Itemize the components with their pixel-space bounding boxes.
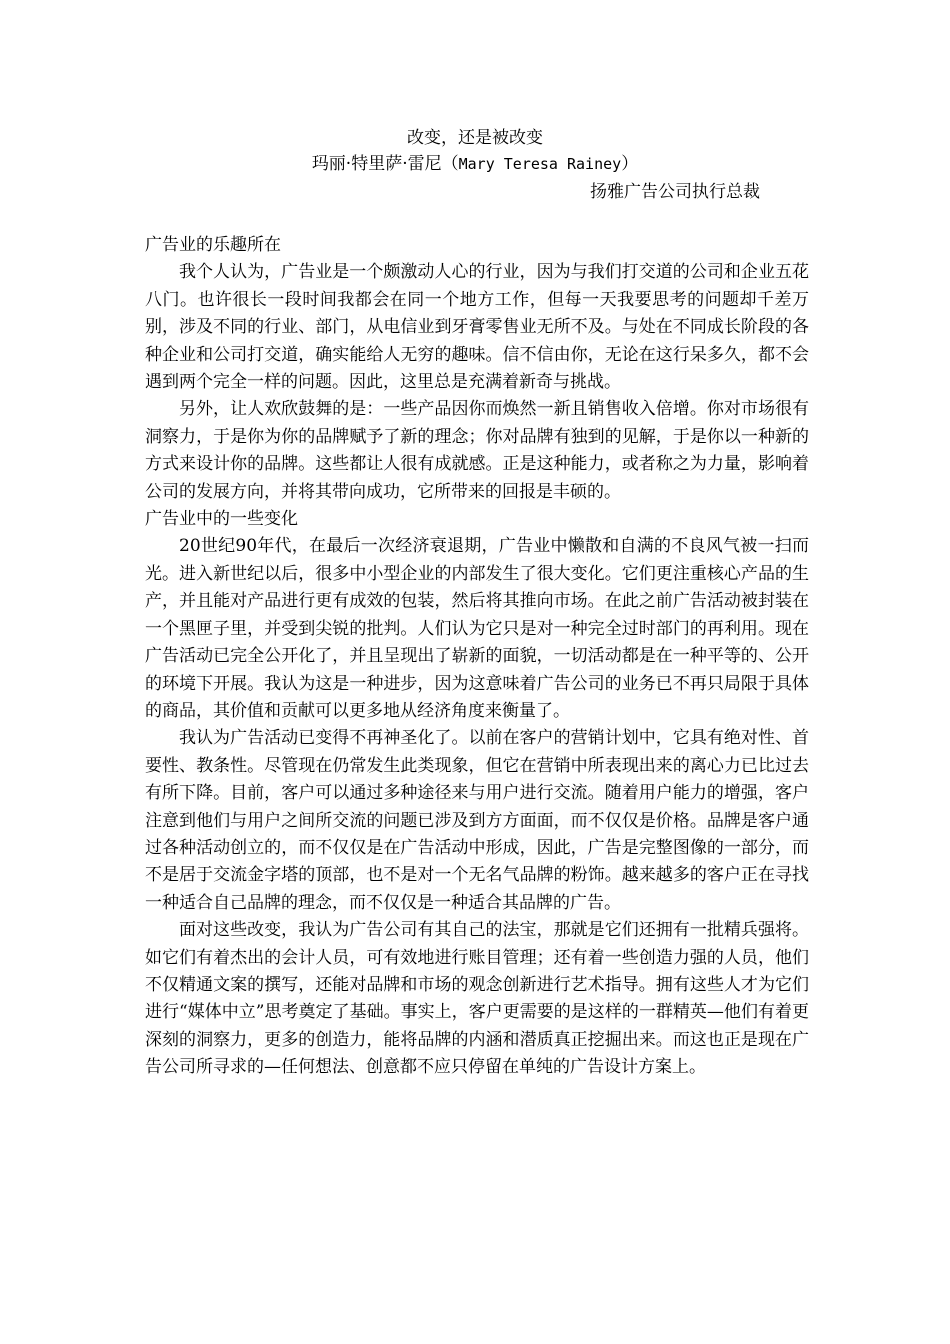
author-name-chinese: 玛丽·特里萨·雷尼（ [311, 154, 459, 174]
paragraph: 20世纪90年代，在最后一次经济衰退期，广告业中懒散和自满的不良风气被一扫而光。进入新世纪以后，很多中小型企业的内部发生了很大变化。它们更注重核心产品的生产，并且能对产品进行更有成效的包装，然后将其推向市场。在此之前广告活动被封装在一个黑匣子里，并受到尖锐的批判。人们认为它只是对一种完全过时部门的再利用。现在广告活动已完全公开化了，并且呈现出了崭新的面貌，一切活动都是在一种平等的、公开的环境下开展。我认为这是一种进步，因为这意味着广告公司的业务已不再只局限于具体的商品，其价值和贡献可以更多地从经济角度来衡量了。 [145, 536, 809, 721]
section-heading: 广告业的乐趣所在 [145, 235, 281, 255]
paragraph: 我个人认为，广告业是一个颇激动人心的行业，因为与我们打交道的公司和企业五花八门。也许很长一段时间我都会在同一个地方工作，但每一天我要思考的问题却千差万别，涉及不同的行业、部门，从电信业到牙膏零售业无所不及。与处在不同成长阶段的各种企业和公司打交道，确实能给人无穷的趣味。信不信由你，无论在这行呆多久，都不会遇到两个完全一样的问题。因此，这里总是充满着新奇与挑战。 [145, 262, 809, 393]
article-body [145, 232, 809, 1082]
author-position: 扬雅广告公司执行总裁 [590, 182, 760, 202]
author-name-close: ） [621, 154, 639, 174]
paragraph: 另外，让人欢欣鼓舞的是：一些产品因你而焕然一新且销售收入倍增。你对市场很有洞察力，于是你为你的品牌赋予了新的理念；你对品牌有独到的见解，于是你以一种新的方式来设计你的品牌。这些都让人很有成就感。正是这种能力，或者称之为力量，影响着公司的发展方向，并将其带向成功，它所带来的回报是丰硕的。 [145, 399, 809, 502]
article-author [0, 152, 950, 176]
paragraph: 我认为广告活动已变得不再神圣化了。以前在客户的营销计划中，它具有绝对性、首要性、教条性。尽管现在仍常发生此类现象，但它在营销中所表现出来的离心力已比过去有所下降。目前，客户可以通过多种途径来与用户进行交流。随着用户能力的增强，客户注意到他们与用户之间所交流的问题已涉及到方方面面，而不仅仅是价格。品牌是客户通过各种活动创立的，而不仅仅是在广告活动中形成，因此，广告是完整图像的一部分，而不是居于交流金字塔的顶部，也不是对一个无名气品牌的粉饰。越来越多的客户正在寻找一种适合自己品牌的理念，而不仅仅是一种适合其品牌的广告。 [145, 728, 809, 913]
author-name-latin: Mary Teresa Rainey [458, 155, 622, 173]
paragraph: 面对这些改变，我认为广告公司有其自己的法宝，那就是它们还拥有一批精兵强将。如它们有着杰出的会计人员，可有效地进行账目管理；还有着一些创造力强的人员，他们不仅精通文案的撰写，还能对品牌和市场的观念创新进行艺术指导。拥有这些人才为它们进行“媒体中立”思考奠定了基础。事实上，客户更需要的是这样的一群精英—他们有着更深刻的洞察力，更多的创造力，能将品牌的内涵和潜质真正挖掘出来。而这也正是现在广告公司所寻求的—任何想法、创意都不应只停留在单纯的广告设计方案上。 [145, 920, 809, 1078]
article-title: 改变，还是被改变 [407, 128, 543, 148]
section-heading: 广告业中的一些变化 [145, 509, 298, 530]
